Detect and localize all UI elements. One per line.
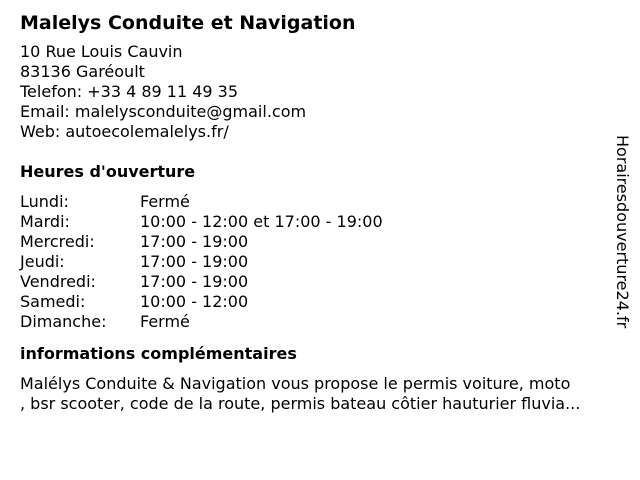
email-address[interactable]: Email: malelysconduite@gmail.com xyxy=(20,102,307,121)
day-hours: 17:00 - 19:00 xyxy=(140,252,249,271)
opening-hours-table xyxy=(20,192,383,332)
hours-row-monday xyxy=(20,192,383,212)
hours-row-tuesday xyxy=(20,212,383,232)
info-heading: informations complémentaires xyxy=(20,344,297,363)
contact-block xyxy=(20,42,620,142)
day-label: Mercredi: xyxy=(20,232,95,251)
day-label: Samedi: xyxy=(20,292,86,311)
day-hours: Fermé xyxy=(140,192,190,211)
day-hours: 17:00 - 19:00 xyxy=(140,272,249,291)
day-label: Lundi: xyxy=(20,192,69,211)
phone-number[interactable]: Telefon: +33 4 89 11 49 35 xyxy=(20,82,239,101)
day-hours: 10:00 - 12:00 xyxy=(140,292,249,311)
hours-row-thursday xyxy=(20,252,383,272)
hours-row-wednesday xyxy=(20,232,383,252)
site-watermark: Horairesdouverture24.fr xyxy=(613,135,632,329)
day-hours: Fermé xyxy=(140,312,190,331)
description xyxy=(20,374,630,414)
description-line: Malélys Conduite & Navigation vous propose le permis voiture, moto xyxy=(20,374,571,393)
business-listing xyxy=(20,10,620,414)
day-hours: 10:00 - 12:00 et 17:00 - 19:00 xyxy=(140,212,383,231)
day-label: Jeudi: xyxy=(20,252,65,271)
website-link[interactable]: Web: autoecolemalelys.fr/ xyxy=(20,122,229,141)
day-label: Mardi: xyxy=(20,212,70,231)
day-hours: 17:00 - 19:00 xyxy=(140,232,249,251)
day-label: Dimanche: xyxy=(20,312,107,331)
description-line: , bsr scooter, code de la route, permis bateau côtier hauturier fluvia... xyxy=(20,394,581,413)
hours-row-friday xyxy=(20,272,383,292)
day-label: Vendredi: xyxy=(20,272,96,291)
hours-heading: Heures d'ouverture xyxy=(20,162,196,181)
hours-row-sunday xyxy=(20,312,383,332)
hours-row-saturday xyxy=(20,292,383,312)
address-street: 10 Rue Louis Cauvin xyxy=(20,42,183,61)
address-city: 83136 Garéoult xyxy=(20,62,145,81)
business-name: Malelys Conduite et Navigation xyxy=(20,12,356,34)
